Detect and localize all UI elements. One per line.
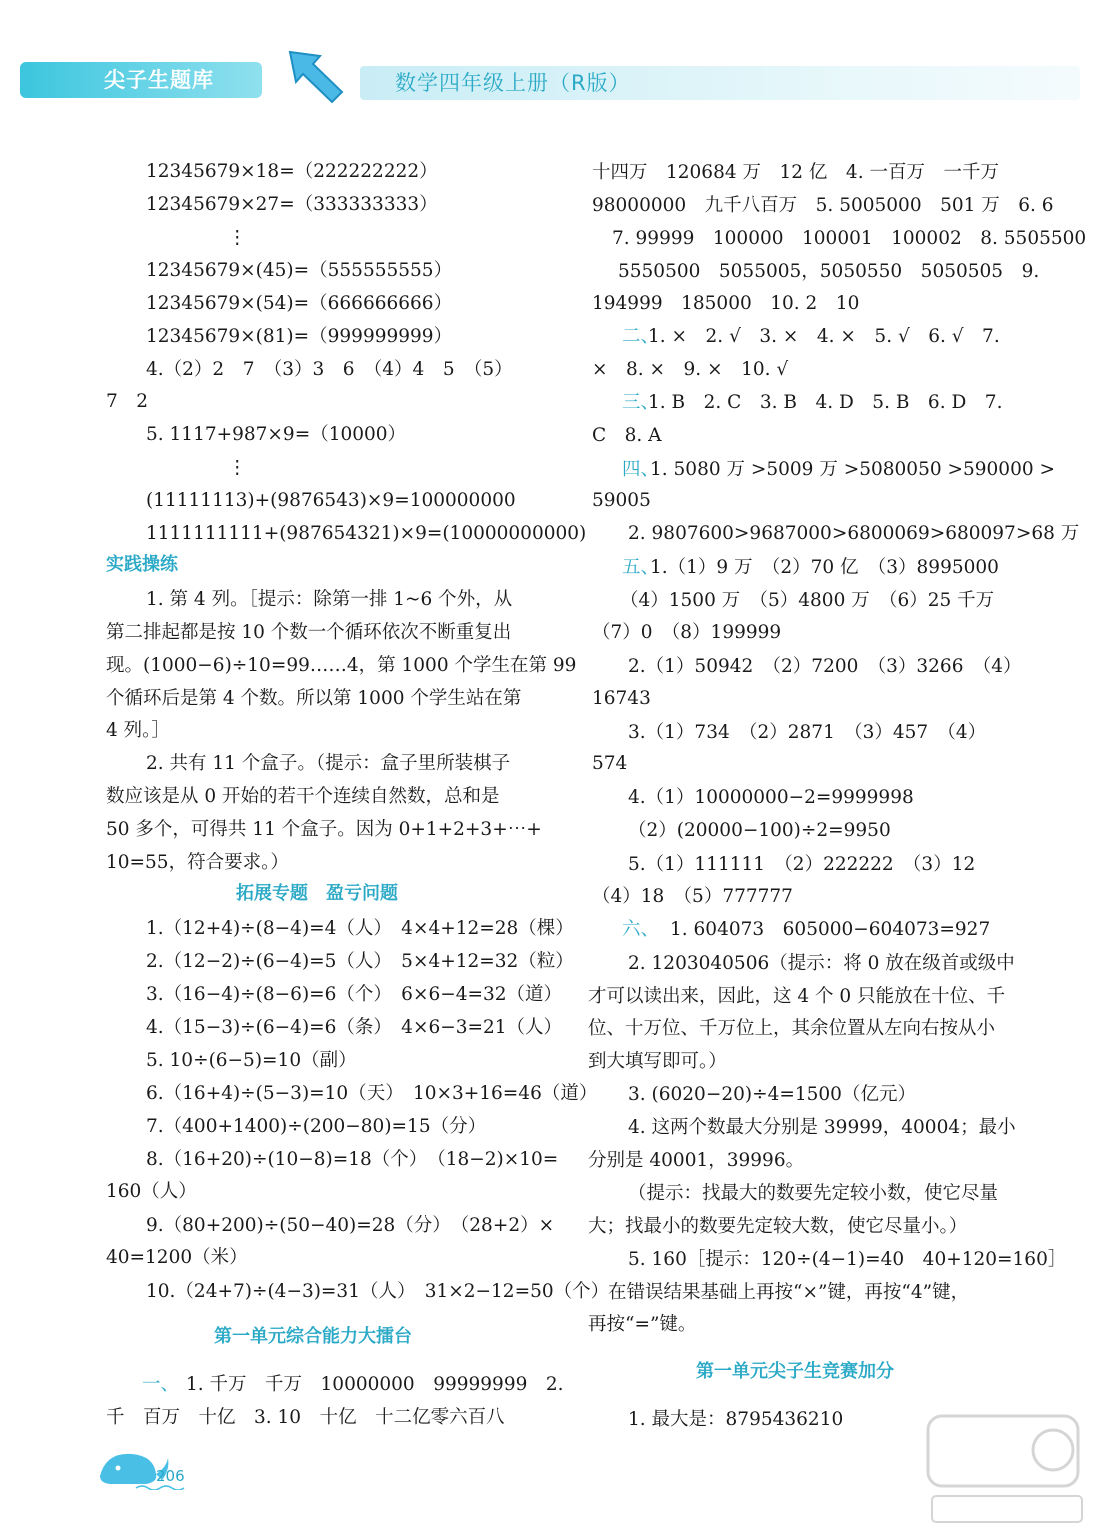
answer-line: 现。(1000−6)÷10=99……4，第 1000 个学生在第 99 [106, 655, 577, 676]
answer-line: 个循环后是第 4 个数。所以第 1000 个学生站在第 [106, 688, 522, 709]
answer-line: 12345679×(54)=（666666666） [146, 293, 453, 314]
answer-line: 12345679×27=（333333333） [146, 194, 438, 215]
section-heading: 第一单元综合能力大擂台 [214, 1326, 412, 1347]
answer-line: 1.（12+4)÷(8−4)=4（人） 4×4+12=28（棵） [146, 918, 574, 939]
answer-line: （4）18 （5）777777 [592, 886, 793, 907]
answer-line: 5. 1117+987×9=（10000） [146, 424, 407, 445]
arrow-icon [286, 48, 346, 104]
answer-line: 十四万 120684 万 12 亿 4. 一百万 一千万 [592, 162, 999, 183]
answer-line: 3.（16−4)÷(8−6)=6（个） 6×6−4=32（道） [146, 984, 563, 1005]
answer-line: 4.（2）2 7 （3）3 6 （4）4 5 （5） [146, 359, 513, 380]
answer-line: 数应该是从 0 开始的若干个连续自然数，总和是 [106, 786, 500, 807]
section-number-marker: 五、 [622, 557, 660, 578]
answer-line: 194999 185000 10. 2 10 [592, 293, 860, 314]
answer-line: 1.（1）9 万 （2）70 亿 （3）8995000 [650, 557, 999, 578]
answer-line: 第二排起都是按 10 个数一个循环依次不断重复出 [106, 622, 512, 643]
answer-line: 1. 第 4 列。［提示：除第一排 1~6 个外，从 [146, 589, 513, 610]
answer-line: 位、十万位、千万位上，其余位置从左向右按从小 [588, 1018, 996, 1039]
section-heading: 第一单元尖子生竞赛加分 [696, 1361, 894, 1382]
answer-line: 才可以读出来，因此，这 4 个 0 只能放在十位、千 [588, 986, 1006, 1007]
answer-line: 1. × 2. √ 3. × 4. × 5. √ 6. √ 7. [648, 326, 1000, 347]
answer-line: 1. 604073 605000−604073=927 [670, 919, 991, 940]
answer-line: C 8. A [592, 425, 662, 446]
answer-line: 7. 99999 100000 100001 100002 8. 5505500 [612, 228, 1087, 249]
answer-line: 5.（1）111111 （2）222222 （3）12 [628, 854, 976, 875]
answer-line: 9.（80+200)÷(50−40)=28（分） （28+2）× [146, 1215, 555, 1236]
answer-line: 分别是 40001，39996。 [588, 1150, 805, 1171]
book-title: 数学四年级上册（R版） [395, 71, 631, 95]
answer-line: （2）(20000−100)÷2=9950 [628, 820, 891, 841]
answer-line: 7 2 [106, 391, 149, 412]
answer-line: 3.（1）734 （2）2871 （3）457 （4） [628, 722, 987, 743]
answer-line: × 8. × 9. × 10. √ [592, 359, 789, 380]
section-number-marker: 三、 [622, 392, 660, 413]
answer-line: 大；找最小的数要先定较大数，使它尽量小。） [588, 1216, 968, 1237]
answer-line: 4.（15−3)÷(6−4)=6（条） 4×6−3=21（人） [146, 1017, 563, 1038]
answer-line: 2.（1）50942 （2）7200 （3）3266 （4） [628, 656, 1022, 677]
answer-line: 2. 共有 11 个盒子。（提示：盒子里所装棋子 [146, 753, 511, 774]
answer-line: 160（人） [106, 1181, 197, 1202]
answer-line: 3. (6020−20)÷4=1500（亿元） [628, 1084, 916, 1105]
answer-line: 12345679×(45)=（555555555） [146, 260, 453, 281]
answer-line: ⋮ [228, 457, 247, 478]
brand-banner: 尖子生题库 [20, 62, 262, 98]
page-number: 206 [156, 1467, 185, 1485]
answer-line: 1. 千万 千万 10000000 99999999 2. [186, 1374, 564, 1395]
answer-line: 12345679×(81)=（999999999） [146, 326, 453, 347]
answer-line: （7）0 （8）199999 [592, 622, 782, 643]
answer-line: 1. 最大是：8795436210 [628, 1409, 844, 1430]
answer-line: 59005 [592, 490, 651, 511]
section-heading: 拓展专题 盈亏问题 [236, 883, 398, 904]
answer-line: 4.（1）10000000−2=9999998 [628, 787, 914, 808]
section-number-marker: 二、 [622, 326, 660, 347]
answer-line: 16743 [592, 688, 651, 709]
answer-line: 8.（16+20)÷(10−8)=18（个） （18−2)×10= [146, 1149, 559, 1170]
answer-line: 5. 160［提示：120÷(4−1)=40 40+120=160］ [628, 1249, 1067, 1270]
section-number-marker: 一、 [142, 1374, 180, 1395]
answer-line: 在错误结果基础上再按“×”键，再按“4”键， [608, 1282, 970, 1303]
answer-line: 50 多个，可得共 11 个盒子。因为 0+1+2+3+⋯+ [106, 819, 542, 840]
answer-line: （提示：找最大的数要先定较小数，使它尽量 [628, 1183, 999, 1204]
section-number-marker: 四、 [622, 459, 660, 480]
answer-line: 5. 10÷(6−5)=10（副） [146, 1050, 357, 1071]
answer-line: 98000000 九千八百万 5. 5005000 501 万 6. 6 [592, 195, 1054, 216]
answer-line: 5550500 5055005，5050550 5050505 9. [618, 261, 1040, 282]
answer-line: 千 百万 十亿 3. 10 十亿 十二亿零六百八 [106, 1407, 505, 1428]
answer-line: 4. 这两个数最大分别是 39999，40004；最小 [628, 1117, 1016, 1138]
section-heading: 实践操练 [106, 554, 178, 575]
answer-line: 1. B 2. C 3. B 4. D 5. B 6. D 7. [648, 392, 1003, 413]
answer-line: 6.（16+4)÷(5−3)=10（天） 10×3+16=46（道） [146, 1083, 598, 1104]
answer-line: 1111111111+(987654321)×9=(10000000000) [146, 523, 587, 544]
answer-line: 12345679×18=（222222222） [146, 161, 438, 182]
answer-line: 2. 9807600>9687000>6800069>680097>68 万 [628, 523, 1080, 544]
answer-line: 2.（12−2)÷(6−4)=5（人） 5×4+12=32（粒） [146, 951, 574, 972]
answer-line: 40=1200（米） [106, 1247, 248, 1268]
section-number-marker: 六、 [622, 919, 660, 940]
answer-line: 2. 1203040506（提示：将 0 放在级首或级中 [628, 953, 1015, 974]
answer-line: 4 列。］ [106, 720, 170, 741]
answer-line: 1. 5080 万 >5009 万 >5080050 >590000 > [650, 459, 1055, 480]
watermark-logo [918, 1410, 1088, 1530]
answer-line: ⋮ [228, 227, 247, 248]
answer-line: （4）1500 万 （5）4800 万 （6）25 千万 [620, 590, 995, 611]
answer-line: 10=55，符合要求。） [106, 852, 289, 873]
answer-line: 10.（24+7)÷(4−3)=31（人） 31×2−12=50（个） [146, 1281, 610, 1302]
answer-line: (11111113)+(9876543)×9=100000000 [146, 490, 516, 511]
answer-line: 到大填写即可。） [588, 1051, 727, 1072]
answer-line: 7.（400+1400)÷(200−80)=15（分） [146, 1116, 487, 1137]
answer-line: 574 [592, 753, 628, 774]
answer-line: 再按“=”键。 [588, 1314, 697, 1335]
